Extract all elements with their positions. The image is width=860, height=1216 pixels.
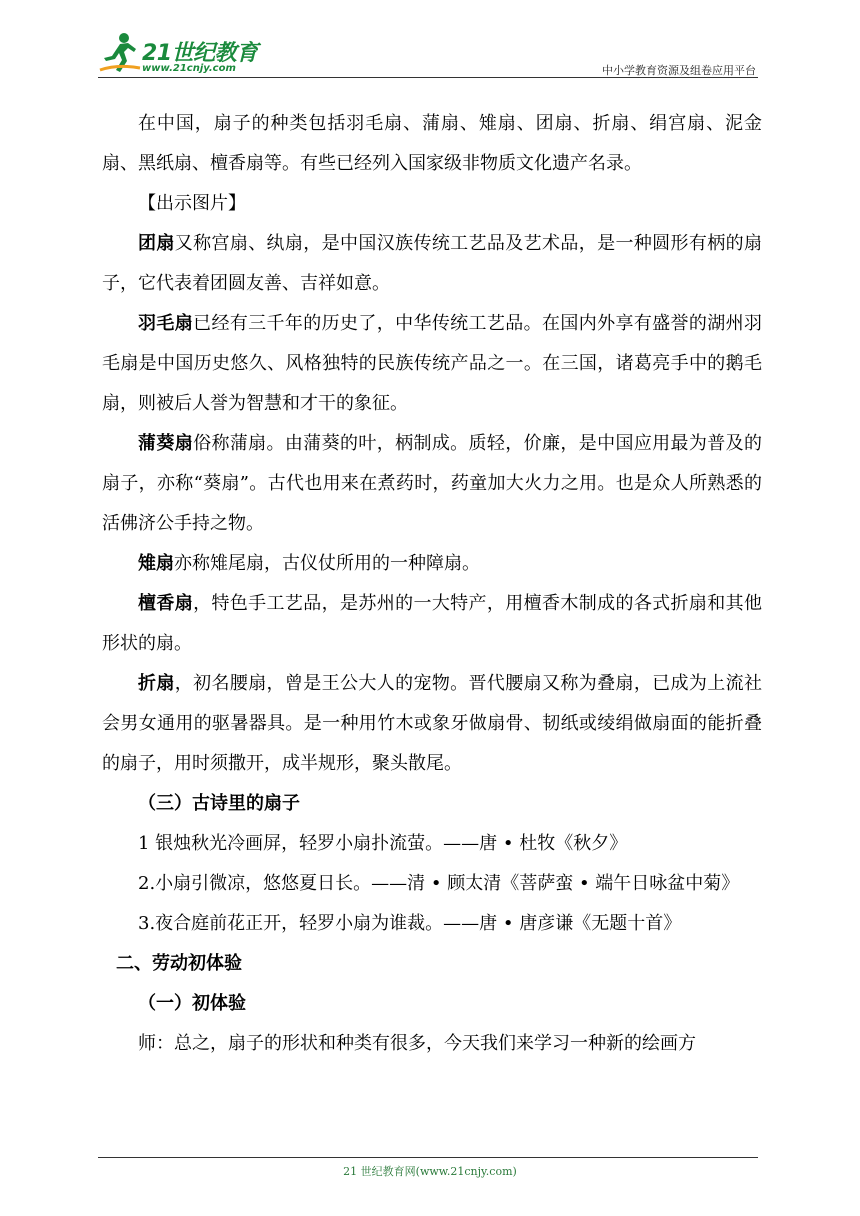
term-zhishan: 雉扇 xyxy=(138,553,174,574)
text-tuanshan: 又称宫扇、纨扇，是中国汉族传统工艺品及艺术品，是一种圆形有柄的扇子，它代表着团圆友善、吉祥如意。 xyxy=(102,233,763,294)
paragraph-tanxiangshan xyxy=(102,584,762,664)
paragraph-fan-types: 在中国，扇子的种类包括羽毛扇、蒲扇、雉扇、团扇、折扇、绢宫扇、泥金扇、黑纸扇、檀香扇等。有些已经列入国家级非物质文化遗产名录。 xyxy=(102,113,762,174)
subsection-heading-first-try: （一）初体验 xyxy=(138,993,246,1014)
header-platform-text: 中小学教育资源及组卷应用平台 xyxy=(602,64,756,77)
header-divider xyxy=(98,77,758,78)
text-zheshan: ，初名腰扇，曾是王公大人的宠物。晋代腰扇又称为叠扇，已成为上流社会男女通用的驱暑器具。是一种用竹木或象牙做扇骨、韧纸或绫绢做扇面的能折叠的扇子，用时须撒开，成半规形，聚头散尾。 xyxy=(102,673,763,774)
paragraph-zheshan xyxy=(102,664,762,784)
page-footer: 21 世纪教育网(www.21cnjy.com) xyxy=(343,1165,517,1178)
text-zhishan: 亦称雉尾扇，古仪仗所用的一种障扇。 xyxy=(174,553,480,574)
logo xyxy=(98,30,268,76)
paragraph-yumaoshan xyxy=(102,304,762,424)
paragraph-tuanshan xyxy=(102,224,762,304)
term-tanxiangshan: 檀香扇 xyxy=(138,593,194,614)
running-man-icon xyxy=(98,30,142,76)
footer-divider xyxy=(98,1157,758,1158)
logo-text: 21世纪教育 xyxy=(142,41,258,66)
paragraph-teacher: 师：总之，扇子的形状和种类有很多，今天我们来学习一种新的绘画方 xyxy=(138,1033,696,1054)
term-tuanshan: 团扇 xyxy=(138,233,175,254)
poem-line-3: 3.夜合庭前花正开，轻罗小扇为谁裁。——唐 • 唐彦谦《无题十首》 xyxy=(138,913,682,934)
term-pukuishan: 蒲葵扇 xyxy=(138,433,194,454)
document-body xyxy=(102,104,762,1064)
text-tanxiangshan: ，特色手工艺品，是苏州的一大特产，用檀香木制成的各式折扇和其他形状的扇。 xyxy=(102,593,762,654)
poem-line-2: 2.小扇引微凉，悠悠夏日长。——清 • 顾太清《菩萨蛮 • 端午日咏盆中菊》 xyxy=(138,873,740,894)
term-zheshan: 折扇 xyxy=(138,673,175,694)
paragraph-pukuishan xyxy=(102,424,762,544)
text-pukuishan: 俗称蒲扇。由蒲葵的叶，柄制成。质轻，价廉，是中国应用最为普及的扇子，亦称“葵扇”。古代也用来在煮药时，药童加大火力之用。也是众人所熟悉的活佛济公手持之物。 xyxy=(102,433,762,534)
paragraph-show-picture: 【出示图片】 xyxy=(138,193,246,214)
term-yumaoshan: 羽毛扇 xyxy=(138,313,194,334)
logo-url: www.21cnjy.com xyxy=(142,63,236,74)
page-header xyxy=(98,30,758,78)
section-heading-labor: 二、劳动初体验 xyxy=(116,953,242,974)
paragraph-zhishan xyxy=(102,544,762,584)
poem-line-1: 1 银烛秋光冷画屏，轻罗小扇扑流萤。——唐 • 杜牧《秋夕》 xyxy=(138,833,628,854)
text-yumaoshan: 已经有三千年的历史了，中华传统工艺品。在国内外享有盛誉的湖州羽毛扇是中国历史悠久、风格独特的民族传统产品之一。在三国，诸葛亮手中的鹅毛扇，则被后人誉为智慧和才干的象征。 xyxy=(102,313,762,414)
section-heading-poems: （三）古诗里的扇子 xyxy=(138,793,300,814)
